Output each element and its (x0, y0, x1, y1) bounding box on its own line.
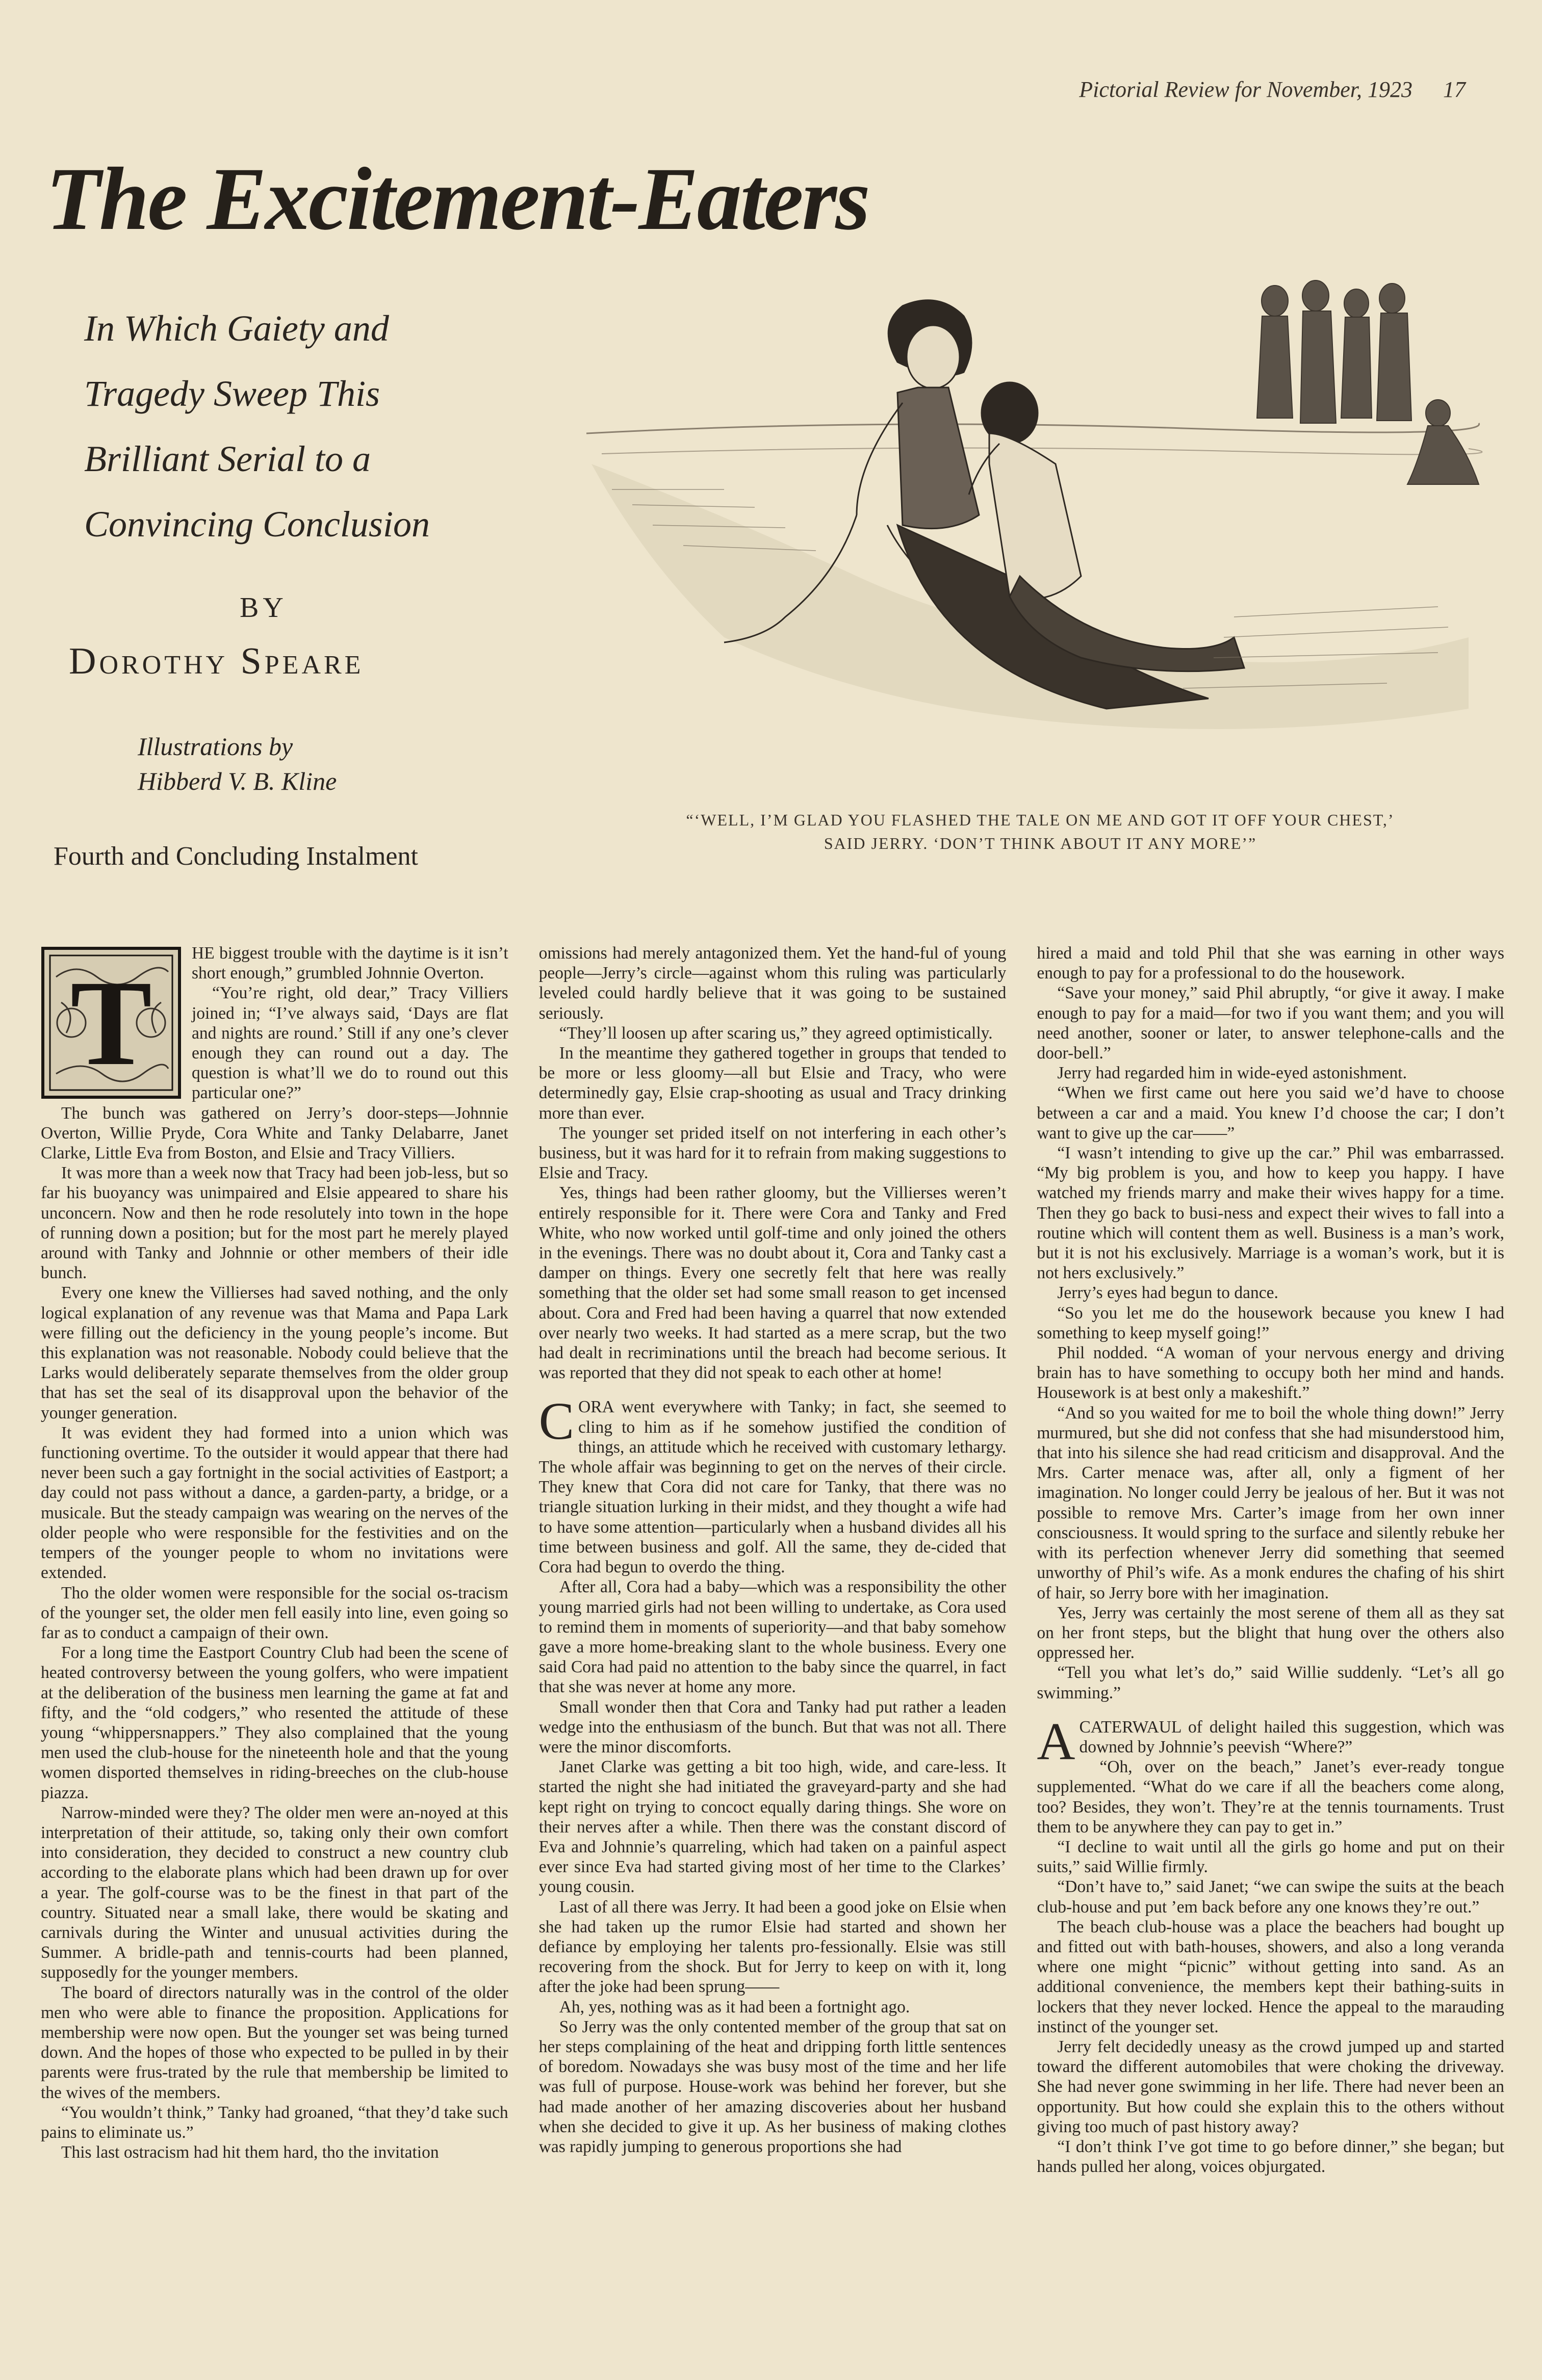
drop-cap-letter: T (70, 955, 152, 1091)
paragraph: Narrow-minded were they? The older men were an-noyed at this interpretation of their attitude, so, taking only their own comfort into consideration, they decided to construct a new country club according to the elaborate plans which had been drawn up for over a year. The golf-course was to be the finest in that part of the country. Situated near a small lake, there would be skating and carnivals during the Winter and unusual activities during the Summer. A bridle-path and tennis-courts had been planned, supposedly for the younger members. (41, 1803, 508, 1982)
paragraph: This last ostracism had hit them hard, tho the invitation (61, 2143, 439, 2162)
section-paragraph (1037, 1712, 1505, 1771)
article-body (41, 943, 1504, 2289)
paragraph: Yes, things had been rather gloomy, but the Villierses weren’t entirely responsible for it. There were Cora and Tanky and Fred White, who now worked until golf-time and only joined the others in the evenings. There was no doubt about it, Cora and Tanky cast a damper on things. Every one secretly felt that here was really something that the older set had some small reason to get incensed about. Cora and Fred had been having a quarrel that now extended over nearly two weeks. It had started as a mere scrap, but the two had dealt in recriminations until the breach had become serious. It was reported that they did not speak to each other at home! (538, 1183, 1007, 1383)
paragraph: “You wouldn’t think,” Tanky had groaned, “that they’d take such pains to eliminate us.” (41, 2103, 508, 2142)
paragraph: So Jerry was the only contented member of the group that sat on her steps complaining of the heat and dripping forth little sentences of boredom. Nowadays she was busy most of the time and her life was full of purpose. House-work was behind her forever, but she had made another of her amazing discoveries about her husband when she decided to give it up. As her business of making clothes was rapidly jumping to generous proportions she had (538, 2017, 1007, 2156)
deck-line: Convincing Conclusion (84, 504, 430, 545)
deck-line: Brilliant Serial to a (84, 438, 371, 479)
section-initial: A (1037, 1712, 1075, 1771)
section-initial: C (538, 1392, 575, 1451)
paragraph: omissions had merely antagonized them. Yet the hand-ful of young people—Jerry’s circle—against whom this ruling was particularly leveled could hardly believe that it was going to be sustained seriously. (538, 944, 1007, 1023)
paragraph: Small wonder then that Cora and Tanky had put rather a leaden wedge into the enthusiasm of the bunch. But that was not all. There were the minor discomforts. (538, 1697, 1007, 1756)
author-name: Dorothy Speare (69, 640, 364, 682)
page-number: 17 (1443, 77, 1466, 102)
deck-line: Tragedy Sweep This (84, 373, 380, 414)
paragraph-text: ORA went everywhere with Tanky; in fact, she seemed to cling to him as if he somehow justified the condition of things, an attitude which he received with customary lethargy. The whole affair was beginning to get on the nerves of their circle. They knew that Cora did not care for Tanky, that there was no triangle situation lurking in their midst, and they thought a wife had to have some attention—particularly when a husband divides all his time between business and golf. All the same, they de-cided that Cora had begun to overdo the thing. (538, 1398, 1007, 1577)
illustrations-credit-line: Illustrations by (138, 732, 293, 761)
paragraph: “They’ll loosen up after scaring us,” they agreed optimistically. (559, 1023, 993, 1043)
paragraph: “When we first came out here you said we’d have to choose between a car and a maid. You knew I’d choose the car; I don’t want to give up the car——” (1037, 1083, 1505, 1143)
paragraph: After all, Cora had a baby—which was a responsibility the other young married girls had not been willing to undertake, as Cora used to remind them in moments of superiority—and that baby somehow gave a more home-breaking slant to the whole business. Every one said Cora had paid no attention to the baby since the quarrel, in fact that she was never at home any more. (538, 1577, 1007, 1697)
paragraph: HE biggest trouble with the daytime is it isn’t short enough,” grumbled Johnnie Overton. (192, 944, 508, 983)
paragraph: The bunch was gathered on Jerry’s door-steps—Johnnie Overton, Willie Pryde, Cora White and Tanky Delabarre, Janet Clarke, Little Eva from Boston, and Elsie and Tracy Villiers. (41, 1103, 508, 1163)
paragraph: Janet Clarke was getting a bit too high, wide, and care-less. It started the night she had initiated the graveyard-party and she had kept right on trying to concoct equally daring things. She wore on their nerves after a while. Then there was the constant discord of Eva and Johnnie’s quarreling, which had taken on a painful aspect ever since Eva had started giving most of her time to the Clarkes’ young cousin. (538, 1757, 1007, 1897)
byline-by: BY (240, 592, 288, 624)
beach-illustration (571, 250, 1489, 780)
paragraph: “I don’t think I’ve got time to go before dinner,” she began; but hands pulled her along, voices objurgated. (1037, 2137, 1505, 2177)
paragraph: The younger set prided itself on not interfering in each other’s business, but it was hard for it to refrain from making suggestions to Elsie and Tracy. (538, 1123, 1007, 1183)
caption-line: “‘WELL, I’M GLAD YOU FLASHED THE TALE ON ME AND GOT IT OFF YOUR CHEST,’ (686, 811, 1395, 829)
paragraph: It was more than a week now that Tracy had been job-less, but so far his buoyancy was unimpaired and Elsie appeared to share his unconcern. Now and then he rode resolutely into town in the hope of running down a position; but for the most part he merely played around with Tanky and Johnnie or other members of their idle bunch. (41, 1163, 508, 1283)
illustration-caption (602, 808, 1479, 855)
paragraph: Every one knew the Villierses had saved nothing, and the only logical explanation of any revenue was that Mama and Papa Lark were filling out the deficiency in the young people’s income. But this explanation was not reasonable. Nobody could believe that the Larks would deliberately separate themselves from the older group that has set the seal of its disapproval upon the behavior of the younger generation. (41, 1283, 508, 1422)
paragraph: “And so you waited for me to boil the whole thing down!” Jerry murmured, but she did not confess that she had misunderstood him, that into his silence she had read criticism and disapproval. And the Mrs. Carter menace was, after all, only a figment of her imagination. No longer could Jerry be jealous of her. But it was not possible to remove Mrs. Carter’s image from her own inner consciousness. It would spring to the surface and silently rebuke her with its perfection whenever Jerry did something that seemed unworthy of Phil’s wife. As a monk endures the chafing of his shirt of hair, so Jerry bore with her imagination. (1037, 1403, 1505, 1602)
column-2 (539, 943, 1007, 2289)
paragraph: Tho the older women were responsible for the social os-tracism of the younger set, the older men fell easily into line, even going so far as to conduct a campaign of their own. (41, 1583, 508, 1642)
illustrator-name: Hibberd V. B. Kline (138, 767, 337, 795)
paragraph: “I decline to wait until all the girls go home and put on their suits,” said Willie firmly. (1037, 1837, 1505, 1877)
paragraph: Jerry had regarded him in wide-eyed astonishment. (1057, 1064, 1407, 1083)
paragraph: Yes, Jerry was certainly the most serene of them all as they sat on her front steps, but the blight that hung over the others also oppressed her. (1037, 1603, 1505, 1663)
deck-line: In Which Gaiety and (84, 308, 389, 349)
paragraph: Ah, yes, nothing was as it had been a fortnight ago. (559, 1997, 910, 2016)
article-title: The Excitement-Eaters (46, 149, 869, 249)
caption-line: SAID JERRY. ‘DON’T THINK ABOUT IT ANY MORE’” (824, 834, 1257, 852)
paragraph: “I wasn’t intending to give up the car.” Phil was embarrassed. “My big problem is you, and how to keep you happy. I have watched my friends marry and make their wives happy for a time. Then they go back to busi-ness and expect their wives to fall into a routine which will content them as well. Business is a man’s work, but it is not his exclusively. Marriage is a woman’s work, but it is not hers exclusively.” (1037, 1144, 1505, 1283)
paragraph: “Tell you what let’s do,” said Willie suddenly. “Let’s all go swimming.” (1037, 1663, 1505, 1702)
paragraph: Phil nodded. “A woman of your nervous energy and driving brain has to have something to occupy both her mind and hands. Housework is at best only a makeshift.” (1037, 1343, 1505, 1403)
running-head (1079, 76, 1466, 102)
paragraph: “Don’t have to,” said Janet; “we can swipe the suits at the beach club-house and put ’em back before any one knows they’re out.” (1037, 1877, 1505, 1917)
section-paragraph (538, 1392, 1007, 1577)
paragraph: In the meantime they gathered together in groups that tended to be more or less gloomy—all but Elsie and Tracy, who were determinedly gay, Elsie crap-shooting as usual and Tracy drinking more than ever. (538, 1044, 1007, 1123)
illustrations-credit (138, 729, 444, 798)
paragraph: “Save your money,” said Phil abruptly, “or give it away. I make enough to pay for a maid—for two if you want them; and you will need another, sooner or later, to answer telephone-calls and the door-bell.” (1037, 984, 1505, 1063)
paragraph: “Oh, over on the beach,” Janet’s ever-ready tongue supplemented. “What do we care if all the beachers come along, too? Besides, they won’t. They’re at the tennis tournaments. Trust them to be anywhere they can pay to get in.” (1037, 1757, 1505, 1836)
paragraph-text: CATERWAUL of delight hailed this suggestion, which was downed by Johnnie’s peevish “Where?” (1079, 1717, 1505, 1756)
instalment-label: Fourth and Concluding Instalment (54, 842, 418, 871)
paragraph: For a long time the Eastport Country Club had been the scene of heated controversy between the young golfers, who were impatient at the deliberation of the business men learning the game at fat and fifty, and the “old codgers,” who resented the attitude of these young “whippersnappers.” They also complained that the young men used the club-house for the nineteenth hole and that the young women disported themselves in riding-breeches on the club-house piazza. (41, 1643, 508, 1802)
paragraph: “You’re right, old dear,” Tracy Villiers joined in; “I’ve always said, ‘Days are flat and nights are round.’ Still if any one’s clever enough they can round out a day. The question is what’ll we do to round out this particular one?” (192, 984, 508, 1103)
paragraph: The beach club-house was a place the beachers had bought up and fitted out with bath-houses, showers, and also a long veranda where one might “picnic” without getting into sand. As an additional convenience, the members kept their bathing-suits in lockers that they never locked. Hence the appeal to the marauding instinct of the younger set. (1037, 1917, 1505, 2036)
paragraph: The board of directors naturally was in the control of the older men who were able to finance the proposition. Applications for membership were now open. But the younger set was being turned down. And the hopes of those who expected to be pulled in by their parents were frus-trated by the rule that membership be limited to the wives of the members. (41, 1983, 508, 2102)
paragraph: Jerry felt decidedly uneasy as the crowd jumped up and started toward the different automobiles that were choking the driveway. She had never gone swimming in her life. There had never been an opportunity. But how could she explain this to the others without giving too much of past history away? (1037, 2037, 1505, 2136)
paragraph: hired a maid and told Phil that she was earning in other ways enough to pay for a professional to do the housework. (1037, 944, 1505, 983)
publication-date: Pictorial Review for November, 1923 (1079, 77, 1412, 102)
paragraph: It was evident they had formed into a union which was functioning overtime. To the outsider it would appear that there had never been such a gay fortnight in the social activities of Eastport; a day could not pass without a dance, a garden-party, a bridge, or a musicale. But the steady campaign was wearing on the nerves of the older people who were responsible for the festivities and on the tempers of the younger people to whom no invitations were extended. (41, 1423, 508, 1583)
column-3 (1037, 943, 1504, 2289)
paragraph: “So you let me do the housework because you knew I had something to keep myself going!” (1037, 1303, 1505, 1342)
ornamental-drop-cap (41, 946, 182, 1099)
paragraph: Last of all there was Jerry. It had been a good joke on Elsie when she had taken up the rumor Elsie had started and shown her defiance by employing her talents pro-fessionally. Elsie was still recovering from the shock. But for Jerry to keep on with it, long after the joke had been sprung—— (538, 1897, 1007, 1997)
article-deck (84, 296, 451, 557)
column-1 (41, 943, 508, 2289)
paragraph: Jerry’s eyes had begun to dance. (1057, 1283, 1278, 1303)
